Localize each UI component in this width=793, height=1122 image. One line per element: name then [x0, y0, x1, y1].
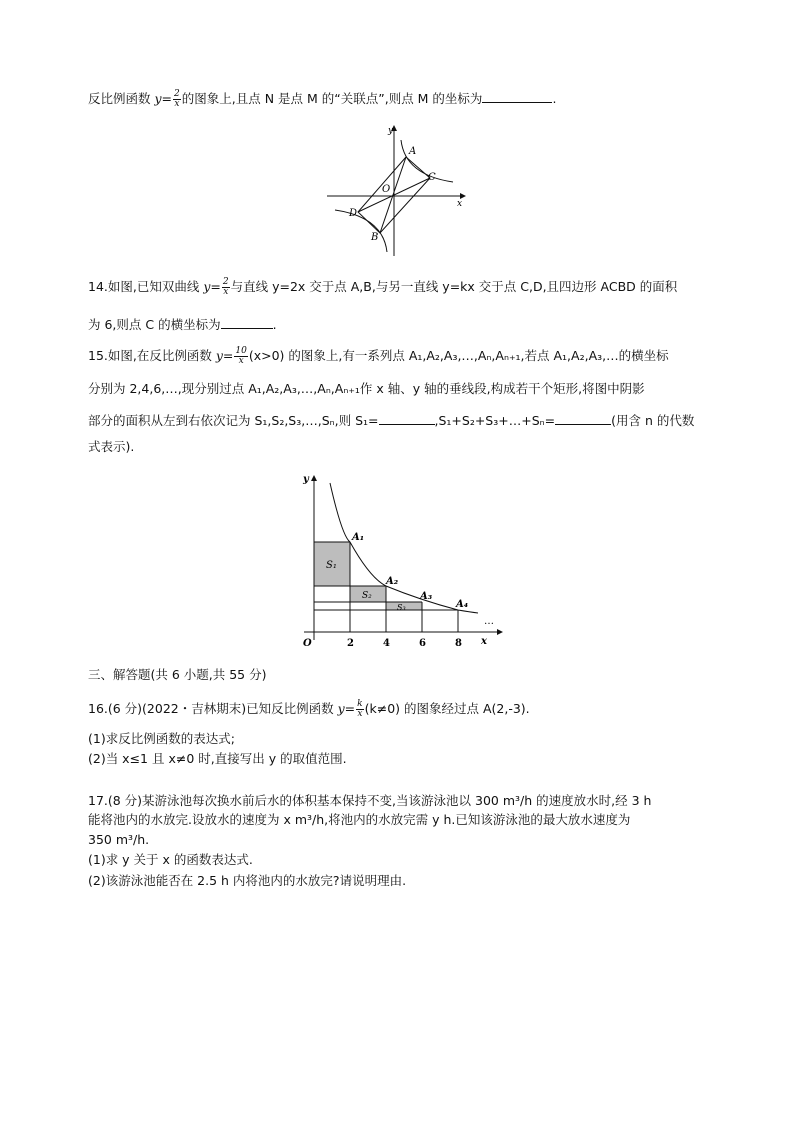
figure-rectangles — [290, 468, 510, 653]
q15-eq-left: y= — [215, 348, 234, 363]
q17-line-2 — [88, 812, 630, 828]
fig2-area-s3: S₃ — [397, 603, 406, 612]
q15-answer-blank-2[interactable] — [555, 412, 611, 425]
q15-line-4 — [88, 439, 134, 455]
fig1-hyperbola-q3 — [335, 210, 387, 252]
fig2-origin-label: O — [303, 638, 312, 649]
fig2-tick-2: 2 — [347, 638, 354, 649]
q15-fraction — [234, 347, 247, 366]
q16-line-1 — [88, 700, 530, 719]
section-3-text: 三、解答题(共 6 小题,共 55 分) — [88, 667, 267, 682]
fig2-point-a3: A₃ — [420, 591, 433, 602]
q13-fraction — [173, 90, 181, 109]
q15-text-a: 15.如图,在反比例函数 — [88, 348, 216, 363]
q16-fraction — [356, 700, 363, 719]
q17-part-2 — [88, 873, 406, 889]
fig2-tick-4: 4 — [383, 638, 390, 649]
q17-text-1: 17.(8 分)某游泳池每次换水前后水的体积基本保持不变,当该游泳池以 300 m³/h 的速度放水时,经 3 h — [88, 793, 652, 808]
q14-text-c: 为 6,则点 C 的横坐标为 — [88, 317, 221, 332]
q17-text-2: 能将池内的水放完.设放水的速度为 x m³/h,将池内的水放完需 y h.已知该游泳池的最大放水速度为 — [88, 812, 631, 827]
q13-tail-line — [88, 90, 556, 109]
q15-text-e: ,S₁+S₂+S₃+…+Sₙ= — [434, 413, 556, 428]
q17-line-3 — [88, 832, 149, 848]
q17-part-2-text: (2)该游泳池能否在 2.5 h 内将池内的水放完?请说明理由. — [88, 873, 407, 888]
q13-frac-num: 2 — [174, 89, 180, 99]
fig1-y-label: y — [388, 126, 394, 136]
q14-eq-left: y= — [203, 279, 221, 294]
q16-text-b: (k≠0) 的图象经过点 A(2,-3). — [364, 701, 530, 716]
q16-frac-num: k — [357, 699, 363, 709]
fig2-ellipsis: … — [484, 616, 494, 627]
fig1-label-c: C — [428, 172, 436, 183]
q13-text-b: 的图象上,且点 N 是点 M 的“关联点”,则点 M 的坐标为 — [181, 91, 483, 106]
fig1-label-d: D — [349, 208, 358, 219]
q13-text-a: 反比例函数 — [88, 91, 155, 106]
q15-line-3 — [88, 412, 694, 429]
fig2-tick-8: 8 — [455, 638, 462, 649]
fig2-point-a4: A₄ — [456, 599, 469, 610]
q16-part-2-text: (2)当 x≤1 且 x≠0 时,直接写出 y 的取值范围. — [88, 751, 347, 766]
q17-part-1 — [88, 852, 253, 868]
q15-text-g: 式表示). — [88, 439, 135, 454]
figure-hyperbola-quadrilateral — [325, 120, 475, 260]
q15-frac-den: x — [238, 356, 244, 366]
fig1-label-b: B — [371, 232, 379, 243]
q17-line-1 — [88, 793, 651, 809]
q16-frac-den: x — [357, 709, 363, 719]
q15-text-c: 分别为 2,4,6,…,现分别过点 A₁,A₂,A₃,…,Aₙ,Aₙ₊₁作 x 轴、y 轴的垂线段,构成若干个矩形,将图中阴影 — [88, 381, 645, 396]
fig1-x-label: x — [457, 199, 463, 209]
q14-frac-num: 2 — [222, 277, 229, 287]
q15-line-1 — [88, 347, 669, 366]
q13-eq-left: y= — [154, 91, 173, 106]
q14-line-1 — [88, 278, 677, 297]
section-3-heading — [88, 667, 266, 683]
fig2-area-s2: S₂ — [362, 591, 372, 601]
q16-eq-left: y= — [337, 701, 356, 716]
q16-part-2 — [88, 751, 347, 767]
fig2-point-a1: A₁ — [352, 532, 365, 543]
fig2-area-s1: S₁ — [326, 560, 337, 571]
q15-answer-blank-1[interactable] — [379, 412, 435, 425]
q17-text-3: 350 m³/h. — [88, 832, 150, 847]
fig2-y-label: y — [303, 474, 309, 485]
fig1-label-a: A — [409, 146, 417, 157]
q14-frac-den: x — [223, 287, 229, 297]
q14-answer-blank[interactable] — [221, 316, 273, 329]
q16-part-1-text: (1)求反比例函数的表达式; — [88, 731, 235, 746]
q13-frac-den: x — [174, 99, 180, 109]
fig1-label-o: O — [382, 184, 391, 195]
q17-part-1-text: (1)求 y 关于 x 的函数表达式. — [88, 852, 253, 867]
q15-text-f: (用含 n 的代数 — [611, 413, 695, 428]
q15-text-b: (x>0) 的图象上,有一系列点 A₁,A₂,A₃,…,Aₙ,Aₙ₊₁,若点 A₁,A₂,A₃,…的横坐标 — [248, 348, 669, 363]
q15-line-2 — [88, 381, 645, 397]
q16-part-1 — [88, 731, 235, 747]
q14-end: . — [272, 317, 277, 332]
q13-answer-blank[interactable] — [482, 90, 552, 103]
q14-line-2 — [88, 316, 277, 333]
q16-text-a: 16.(6 分)(2022・吉林期末)已知反比例函数 — [88, 701, 338, 716]
q14-fraction — [222, 278, 230, 297]
fig2-x-label: x — [481, 636, 487, 647]
fig2-tick-6: 6 — [419, 638, 426, 649]
q15-frac-num: 10 — [235, 346, 247, 356]
q15-text-d: 部分的面积从左到右依次记为 S₁,S₂,S₃,…,Sₙ,则 S₁= — [88, 413, 379, 428]
fig2-point-a2: A₂ — [386, 576, 399, 587]
q13-end: . — [552, 91, 557, 106]
q14-text-b: 与直线 y=2x 交于点 A,B,与另一直线 y=kx 交于点 C,D,且四边形 ACBD 的面积 — [230, 279, 678, 294]
q14-text-a: 14.如图,已知双曲线 — [88, 279, 204, 294]
